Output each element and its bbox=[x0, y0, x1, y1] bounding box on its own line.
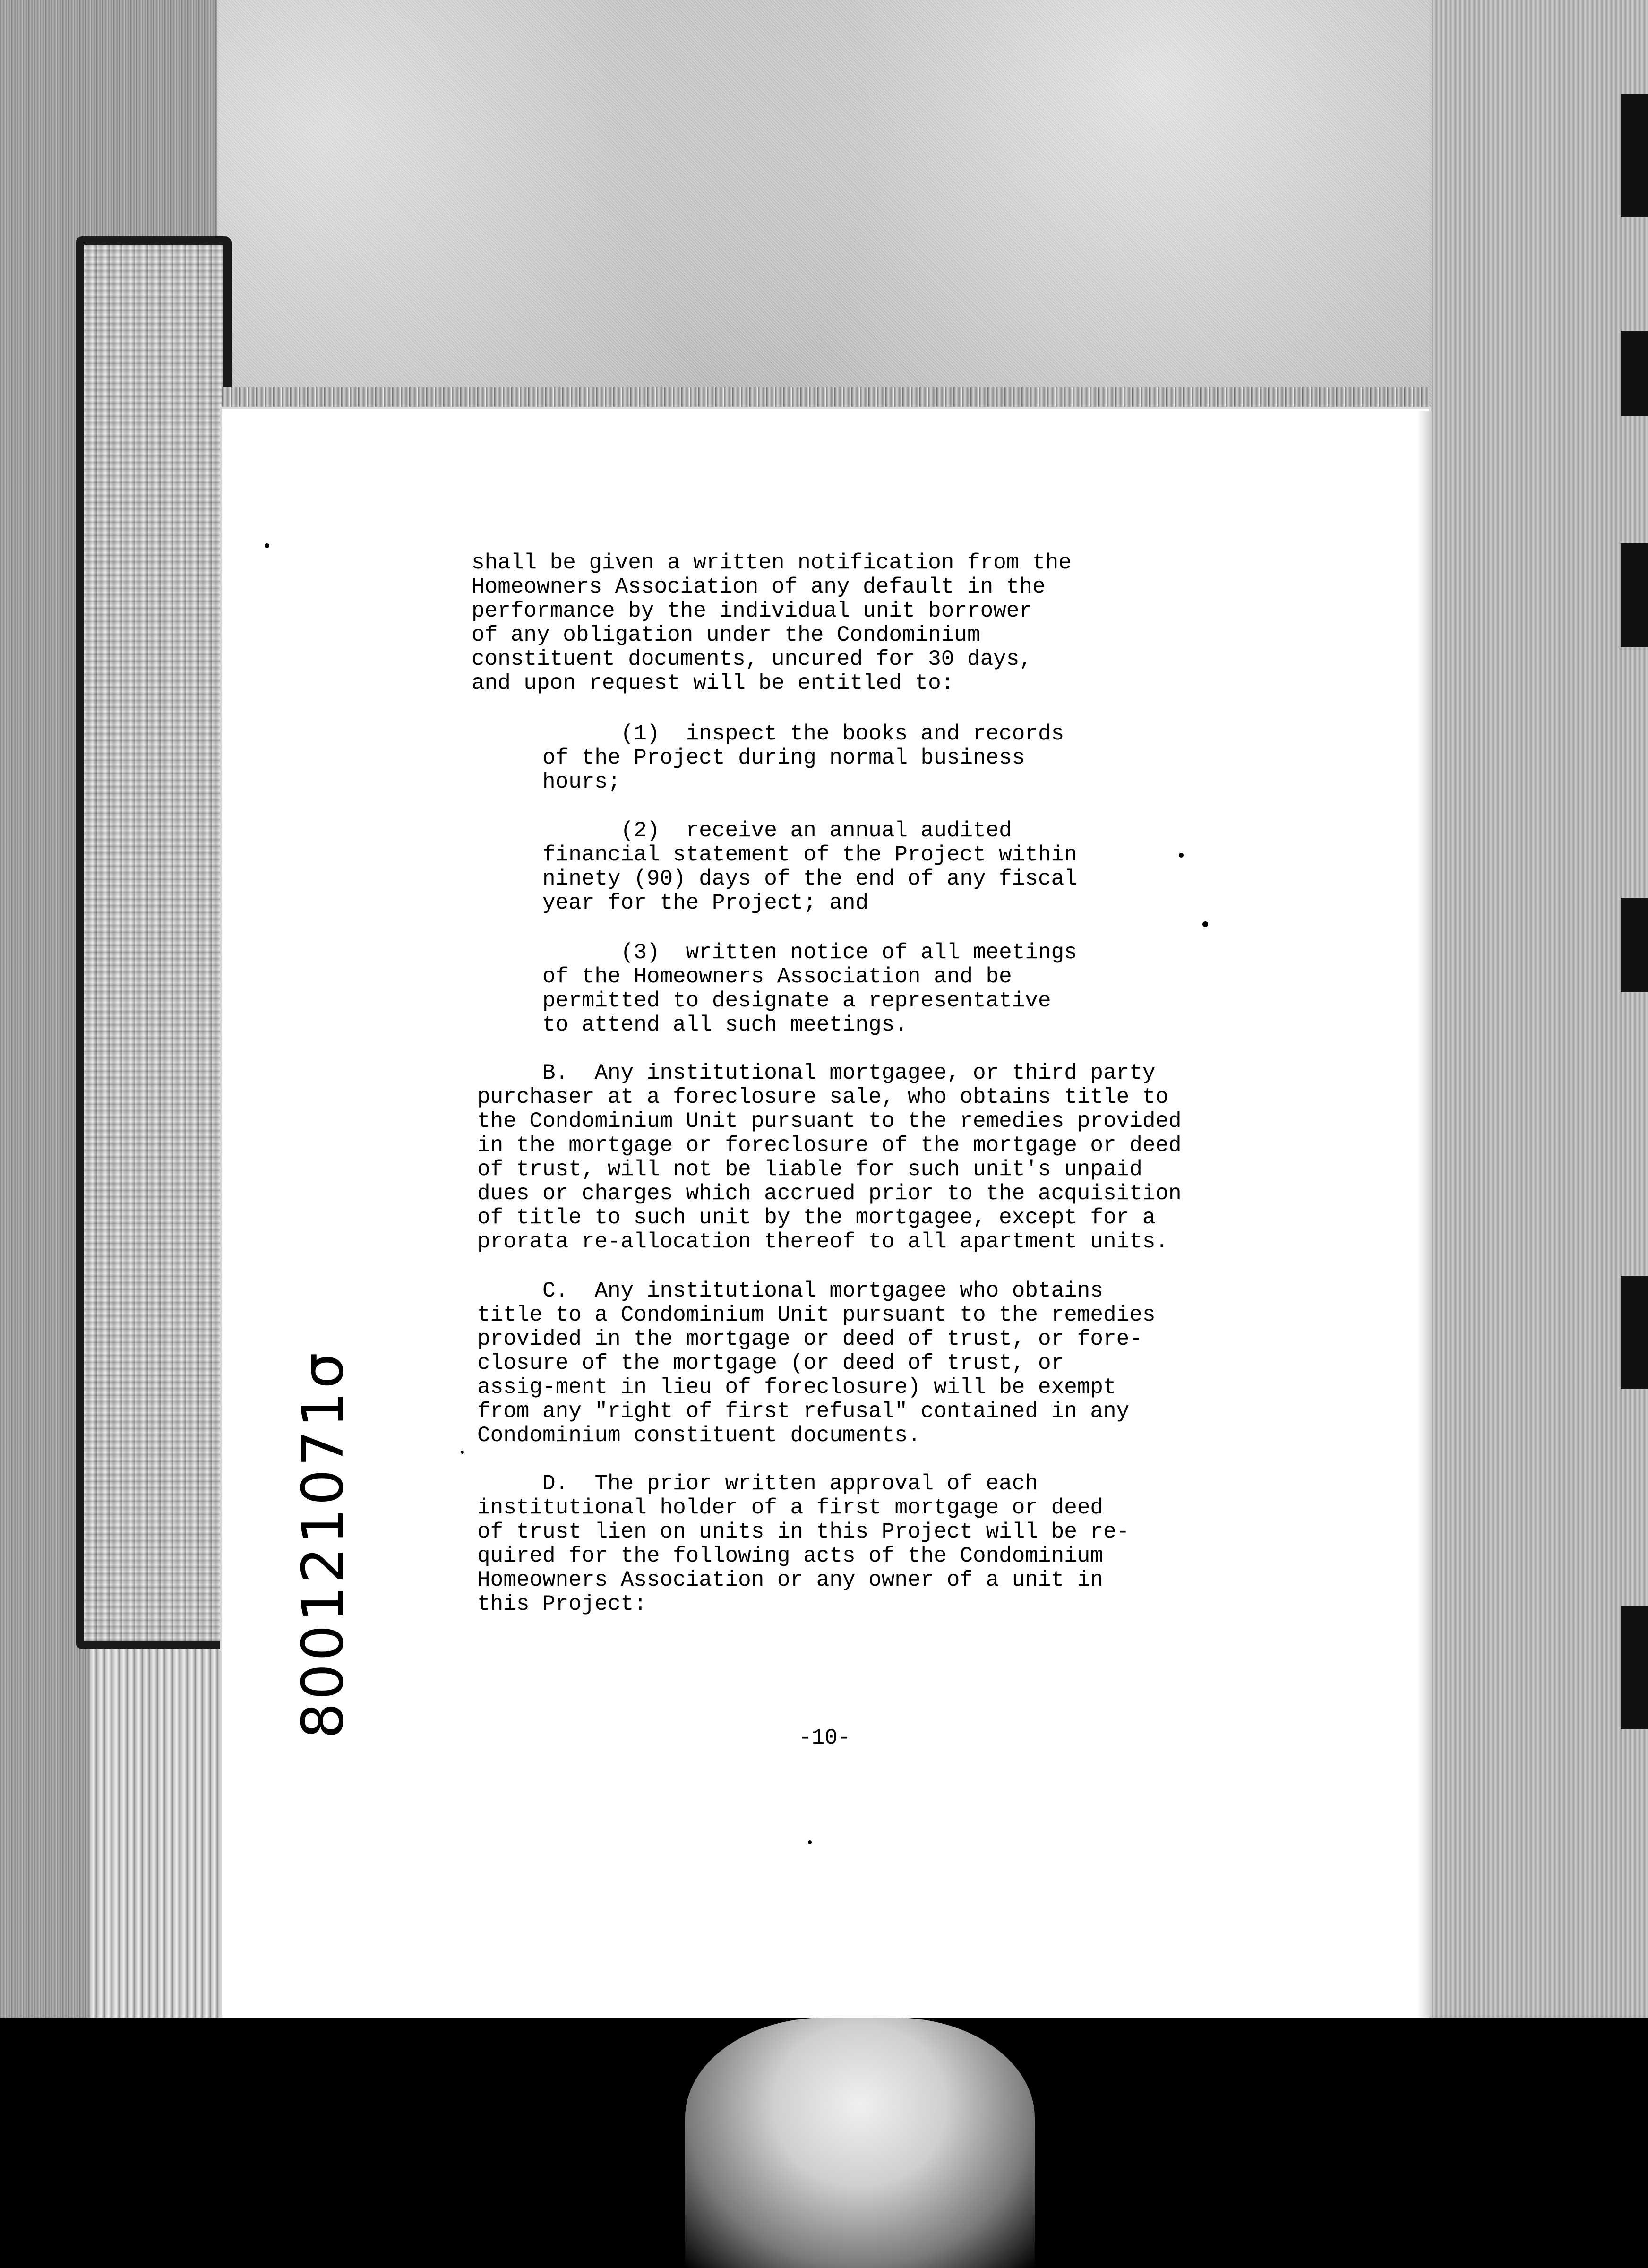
scan-background-object bbox=[685, 2018, 1035, 2268]
scan-speck bbox=[1202, 921, 1208, 927]
scan-speck bbox=[265, 543, 269, 548]
section-d: D. The prior written approval of each institutional holder of a first mortgage or deed of trust lien on units in this Project will be re- quired for the following acts of the Condominium Homeowners Association or any owner of a unit in this Project: bbox=[477, 1471, 1130, 1616]
list-item-1: (1) inspect the books and records of the Project during normal business hours; bbox=[542, 722, 1064, 794]
section-b: B. Any institutional mortgagee, or third party purchaser at a foreclosure sale, who obtains title to the Condominium Unit pursuant to the remedies provided in the mortgage or foreclosure of the mortgage or deed of trust, will not be liable for such unit's unpaid dues or charges which accrued prior to the acquisition of title to such unit by the mortgagee, except for a prorata re-allocation thereof to all apartment units. bbox=[477, 1061, 1182, 1254]
list-item-3: (3) written notice of all meetings of the Homeowners Association and be permitted to designate a representative to attend all such meetings. bbox=[542, 940, 1077, 1037]
paragraph-intro: shall be given a written notification from the Homeowners Association of any default in the performance by the individual unit borrower of any obligation under the Condominium constituent documents, uncured for 30 days, and upon request will be entitled to: bbox=[472, 550, 1072, 696]
binder-strip bbox=[76, 236, 232, 1649]
section-c: C. Any institutional mortgagee who obtains title to a Condominium Unit pursuant to the remedies provided in the mortgage or deed of trust, or fore- closure of the mortgage (or deed of trust, or assig-ment in lieu of foreclosure) will be exempt from any "right of first refusal" contained in any Condominium constituent documents. bbox=[477, 1279, 1156, 1448]
binder-strip-lower bbox=[90, 1649, 232, 2018]
edge-mark bbox=[1621, 543, 1648, 647]
document-control-number: 800121071σ bbox=[291, 1349, 356, 1739]
scan-speck bbox=[461, 1451, 464, 1454]
scan-speck bbox=[808, 1840, 812, 1844]
edge-mark bbox=[1621, 331, 1648, 416]
edge-mark bbox=[1621, 1276, 1648, 1389]
scan-speck bbox=[1179, 853, 1184, 858]
scan-background-right bbox=[1432, 0, 1648, 2018]
page-top-edge bbox=[222, 387, 1429, 411]
scan-background-top bbox=[0, 0, 1648, 425]
page-number: -10- bbox=[798, 1726, 851, 1750]
page-right-edge bbox=[1417, 411, 1432, 2018]
edge-mark bbox=[1621, 898, 1648, 992]
edge-mark bbox=[1621, 94, 1648, 217]
edge-mark bbox=[1621, 1606, 1648, 1729]
list-item-2: (2) receive an annual audited financial statement of the Project within ninety (90) days of the end of any fiscal year for the Project; and bbox=[542, 818, 1077, 915]
